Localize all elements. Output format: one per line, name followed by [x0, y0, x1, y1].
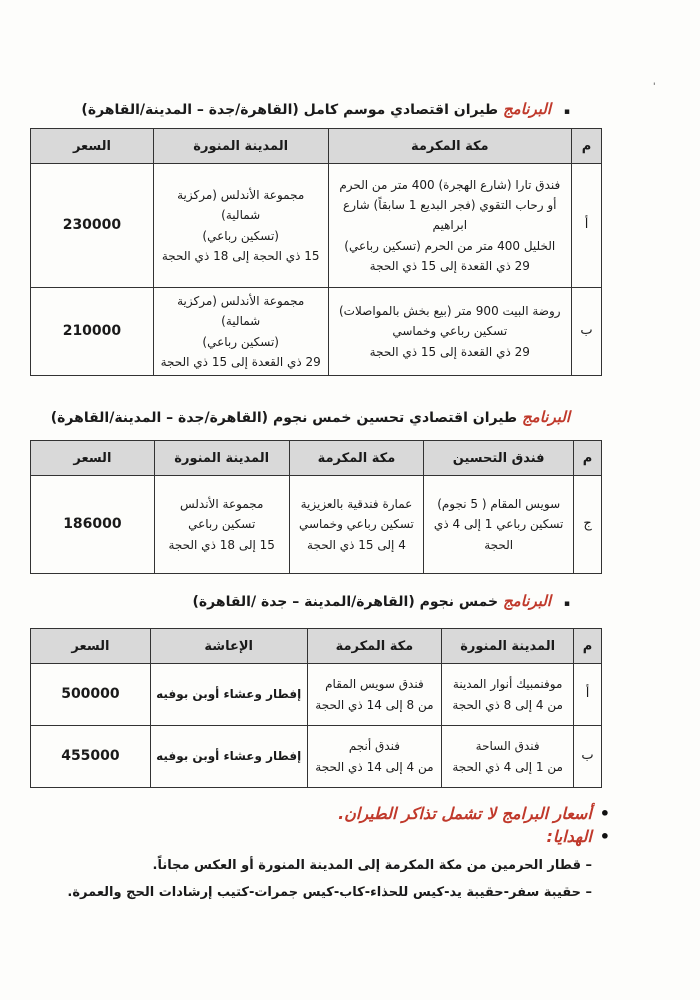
section2-title: طيران اقتصادي تحسين خمس نجوم (القاهرة/جدة – المدينة/القاهرة) — [50, 410, 518, 426]
madinah-cell: فندق الساحة من 1 إلى 4 ذي الحجة — [442, 726, 574, 788]
corner-mark: ' — [653, 82, 656, 92]
makkah-cell: فندق تارا (شارع الهجرة) 400 متر من الحرم أو رحاب التقوي (فجر البديع 1 سابقاً) شارع ابراهيم الخليل 400 متر من الحرم (تسكين رباعي) 29 ذي القعدة إلى 15 ذي الحجة — [328, 164, 572, 288]
section3-title: خمس نجوم (القاهرة/المدينة – جدة /القاهرة) — [192, 594, 499, 610]
header-cell: السعر — [31, 129, 154, 164]
no-tickets-note — [50, 804, 610, 823]
table-row — [31, 664, 602, 726]
section1-keyword: البرنامج — [503, 100, 552, 118]
header-cell: م — [572, 129, 602, 164]
table-header-row — [31, 129, 602, 164]
table-row — [31, 164, 602, 288]
header-cell: المدينة المنورة — [442, 629, 574, 664]
madinah-cell: مجموعة الأندلس تسكين رباعي 15 إلى 18 ذي الحجة — [154, 476, 289, 574]
section1-heading — [81, 100, 570, 118]
makkah-cell: روضة البيت 900 متر (بيع بخش بالمواصلات) تسكين رباعي وخماسي 29 ذي القعدة إلى 15 ذي الحجة — [328, 288, 572, 376]
table-row — [31, 726, 602, 788]
header-cell: مكة المكرمة — [307, 629, 442, 664]
section2-heading — [51, 408, 570, 426]
gift-item: – قطار الحرمين من مكة المكرمة إلى المدينة المنورة أو العكس مجاناً. — [152, 858, 592, 873]
madinah-cell: موفنمبيك أنوار المدينة من 4 إلى 8 ذي الحجة — [442, 664, 574, 726]
header-cell: مكة المكرمة — [289, 441, 424, 476]
header-cell: م — [574, 629, 602, 664]
header-cell: مكة المكرمة — [328, 129, 572, 164]
bullet-icon: • — [599, 804, 610, 823]
price-cell: 455000 — [31, 726, 151, 788]
header-cell: السعر — [31, 629, 151, 664]
no-tickets-text: أسعار البرامج لا تشمل تذاكر الطيران. — [338, 804, 592, 823]
section3-table — [30, 628, 602, 788]
gifts-heading — [50, 827, 610, 846]
section1-title: طيران اقتصادي موسم كامل (القاهرة/جدة – المدينة/القاهرة) — [81, 102, 499, 118]
row-index: ج — [574, 476, 602, 574]
gifts-title: الهدايا: — [546, 827, 592, 846]
notes-section — [50, 800, 610, 900]
board-cell: إفطار وعشاء أوبن بوفيه — [150, 726, 307, 788]
section2-table — [30, 440, 602, 574]
header-cell: الإعاشة — [150, 629, 307, 664]
header-cell: السعر — [31, 441, 155, 476]
bullet-icon: ▪ — [563, 599, 570, 609]
table-header-row — [31, 441, 602, 476]
makkah-cell: فندق سويس المقام من 8 إلى 14 ذي الحجة — [307, 664, 442, 726]
price-cell: 500000 — [31, 664, 151, 726]
price-cell: 230000 — [31, 164, 154, 288]
section3-keyword: البرنامج — [503, 592, 552, 610]
header-cell: م — [574, 441, 602, 476]
header-cell: المدينة المنورة — [154, 441, 289, 476]
madinah-cell: مجموعة الأندلس (مركزية شمالية) (تسكين رباعي) 29 ذي القعدة إلى 15 ذي الحجة — [153, 288, 328, 376]
section3-heading — [193, 592, 571, 610]
section2-keyword: البرنامج — [521, 408, 570, 426]
row-index: ب — [572, 288, 602, 376]
row-index: أ — [574, 664, 602, 726]
header-cell: فندق التحسين — [424, 441, 574, 476]
table-row — [31, 288, 602, 376]
madinah-cell: مجموعة الأندلس (مركزية شمالية) (تسكين رباعي) 15 ذي الحجة إلى 18 ذي الحجة — [153, 164, 328, 288]
upgrade-cell: سويس المقام ( 5 نجوم) تسكين رباعي 1 إلى 4 ذي الحجة — [424, 476, 574, 574]
gift-item: – حقيبة سفر-حقيبة يد-كيس للحذاء-كاب-كيس جمرات-كتيب إرشادات الحج والعمرة. — [67, 885, 592, 900]
header-cell: المدينة المنورة — [153, 129, 328, 164]
table-header-row — [31, 629, 602, 664]
board-cell: إفطار وعشاء أوبن بوفيه — [150, 664, 307, 726]
bullet-icon: ▪ — [563, 107, 570, 117]
makkah-cell: فندق أنجم من 4 إلى 14 ذي الحجة — [307, 726, 442, 788]
table-row — [31, 476, 602, 574]
price-cell: 186000 — [31, 476, 155, 574]
row-index: ب — [574, 726, 602, 788]
price-cell: 210000 — [31, 288, 154, 376]
row-index: أ — [572, 164, 602, 288]
makkah-cell: عمارة فندقية بالعزيزية تسكين رباعي وخماسي 4 إلى 15 ذي الحجة — [289, 476, 424, 574]
section1-table — [30, 128, 602, 376]
bullet-icon: • — [599, 827, 610, 846]
